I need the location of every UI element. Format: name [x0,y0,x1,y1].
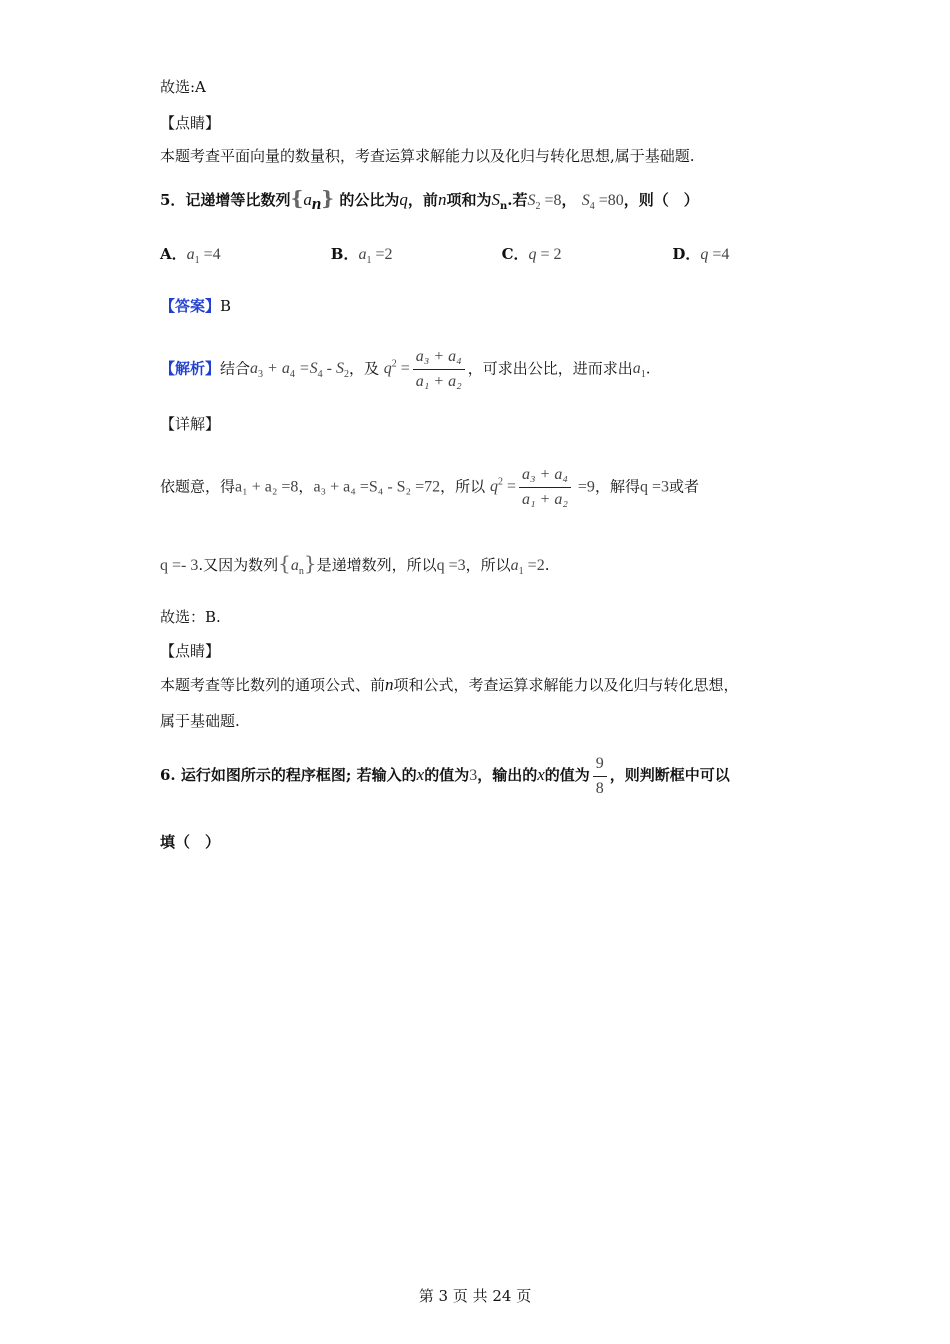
answer-value: B [220,297,232,315]
q5-stem: 5．记递增等比数列$\{a_n\}$ 的公比为q，前n项和为$S_n$.若$S_2 =8$， $S_4 =80$，则（ ） [160,186,699,213]
analysis-line: 【解析】结合$a_3 + a_4 =S_4 - S_2$，及 $q^2$ = $\frac{\text{a₃ + a₄}}{\text{a₁ + a₂}}$ ，可求出公比，进而求出$a_1$. [160,347,651,390]
detail-choice: 故选：B. [160,608,221,626]
q6-stem: 6. 运行如图所示的程序框图; 若输入的x的值为3，输出的x的值为 $\frac{9}{8}$ ，则判断框中可以 [160,754,730,797]
detail-dianjing: 【点睛】 [160,642,221,660]
q6-stem-line-2: 填（ ） [160,833,221,851]
answer-tag: 【答案】 [160,297,221,315]
option-b[interactable]: B．$a_1 =2$ [330,245,393,267]
answer-line [160,296,231,316]
detail-heading: 【详解】 [160,415,221,433]
detail-summary-1: 本题考查等比数列的通项公式、前n项和公式，考查运算求解能力以及化归与转化思想， [160,675,739,694]
prev-summary: 本题考查平面向量的数量积，考查运算求解能力以及化归与转化思想,属于基础题. [160,147,695,165]
prev-choice: 故选:A [160,78,206,96]
detail-summary-2: 属于基础题. [160,712,240,730]
detail-line-1: 依题意，得a₁ + a₂ =8，a₃ + a₄ =S₄ - S₂ =72，所以 $q^2$ = $\frac{\text{a₃ + a₄}}{\text{a₁ + a₂}}$ =9，解得q =3或者 [160,465,699,508]
option-a[interactable]: A．$a_1 =4$ [160,245,221,267]
q5-options [160,244,838,271]
page-footer: 第 3 页 共 24 页 [418,1287,532,1305]
detail-line-2: q =- 3.又因为数列$\{a_n\}$是递增数列，所以q =3，所以$a_1 =2$. [160,551,550,578]
option-c[interactable]: C．q = 2 [501,245,562,263]
dianjing-heading: 【点睛】 [160,114,221,132]
option-d[interactable]: D．q =4 [672,245,730,263]
